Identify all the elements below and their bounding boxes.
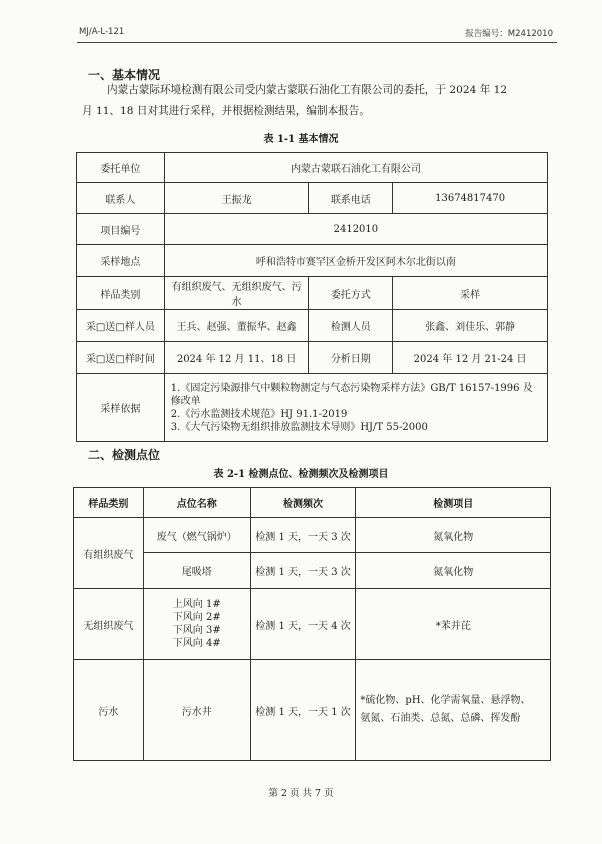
point-list [143,589,250,660]
sampler-value: 王兵、赵强、董振华、赵鑫 [164,310,309,342]
intro-line-1: 内蒙古蒙际环境检测有限公司受内蒙古蒙联石油化工有限公司的委托，于 2024 年 12 [107,84,508,96]
test-items-line-1: *硫化物、pH、化学需氧量、悬浮物、 [360,695,531,706]
header-items: 检测项目 [356,488,551,518]
point-name: 下风向 2# [172,612,221,623]
point-name: 下风向 4# [172,638,221,649]
tester-value: 张鑫、刘佳乐、郭静 [393,310,548,342]
table-row [74,660,551,761]
method-label: 委托方式 [309,277,393,310]
intro-line-2: 月 11、18 日对其进行采样，并根据检测结果，编制本报告。 [82,105,370,117]
point-name: 下风向 3# [172,625,221,636]
frequency: 检测 1 天，一天 3 次 [250,553,356,589]
page-number: 第 2 页 共 7 页 [268,788,334,799]
section-1-title: 一、基本情况 [88,68,161,82]
test-items [356,660,551,761]
section-2-title: 二、检测点位 [88,448,161,462]
test-items: *苯并芘 [356,589,551,660]
phone-value: 13674817470 [393,183,548,214]
point-name: 上风向 1# [172,599,221,610]
basis-item: 2.《污水监测技术规范》HJ 91.1-2019 [170,408,348,420]
frequency: 检测 1 天，一天 1 次 [250,660,356,761]
site-label: 采样地点 [77,245,165,277]
basis-label: 采样依据 [77,374,165,442]
table-1-caption: 表 1-1 基本情况 [263,134,339,145]
table-row [74,553,551,589]
site-value: 呼和浩特市赛罕区金桥开发区阿木尔北街以南 [164,245,547,277]
sample-type-label: 样品类别 [77,277,165,310]
test-items-line-2: 氨氮、石油类、总氮、总磷、挥发酚 [360,713,521,724]
table-row [74,518,551,553]
report-number: 报告编号：M2412010 [465,29,553,39]
doc-code: MJ/A-L-121 [79,27,125,37]
table-2-caption: 表 2-1 检测点位、检测频次及检测项目 [213,469,389,480]
sampler-label: 采□送□样人员 [77,310,165,342]
header-divider [77,42,557,43]
header-category: 样品类别 [74,488,144,518]
client-label: 委托单位 [77,153,165,183]
frequency: 检测 1 天，一天 4 次 [250,589,356,660]
basic-info-table [76,152,548,442]
client-value: 内蒙古蒙联石油化工有限公司 [164,153,547,183]
point-name: 污水井 [143,660,250,761]
points-table [73,487,551,761]
contact-value: 王振龙 [164,183,309,214]
frequency: 检测 1 天，一天 3 次 [250,518,356,553]
basis-list [164,374,547,442]
header-point: 点位名称 [143,488,250,518]
analysis-value: 2024 年 12 月 21-24 日 [393,342,548,374]
sample-time-label: 采□送□样时间 [77,342,165,374]
phone-label: 联系电话 [309,183,393,214]
sample-type-value: 有组织废气、无组织废气、污水 [164,277,309,310]
basis-item: 1.《固定污染源排气中颗粒物测定与气态污染物采样方法》GB/T 16157-1996 及修改单 [170,382,533,407]
test-items: 氮氧化物 [356,518,551,553]
contact-label: 联系人 [77,183,165,214]
point-name: 尾吸塔 [143,553,250,589]
category-unorganized: 无组织废气 [74,589,144,660]
analysis-label: 分析日期 [309,342,393,374]
intro-paragraph [82,80,552,122]
project-no-label: 项目编号 [77,214,165,245]
table-row [74,589,551,660]
test-items: 氮氧化物 [356,553,551,589]
basis-item: 3.《大气污染物无组织排放监测技术导则》HJ/T 55-2000 [170,421,428,433]
sample-time-value: 2024 年 12 月 11、18 日 [164,342,309,374]
category-wastewater: 污水 [74,660,144,761]
project-no-value: 2412010 [164,214,547,245]
tester-label: 检测人员 [309,310,393,342]
point-name: 废气（燃气锅炉） [143,518,250,553]
header-frequency: 检测频次 [250,488,356,518]
category-organized: 有组织废气 [74,518,144,589]
method-value: 采样 [393,277,548,310]
